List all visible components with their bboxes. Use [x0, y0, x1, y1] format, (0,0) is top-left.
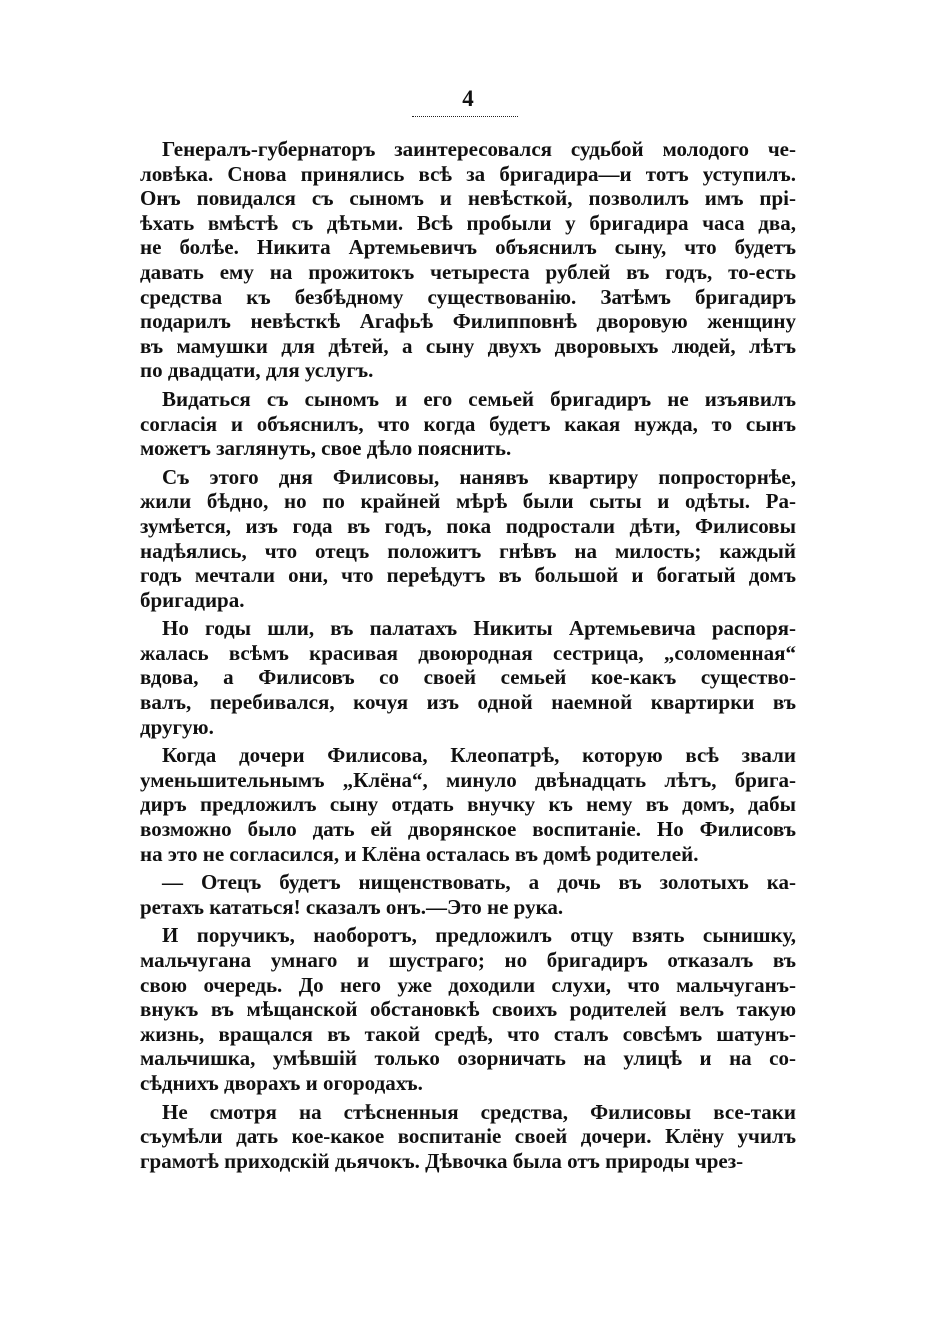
text-line: не болѣе. Никита Артемьевичъ объяснилъ сыну, что будетъ	[140, 235, 796, 260]
text-line: Когда дочери Филисова, Клеопатрѣ, которую всѣ звали	[162, 743, 796, 768]
text-line: Онъ повидался съ сыномъ и невѣсткой, позволилъ имъ прі-	[140, 186, 796, 211]
text-line: свою очередь. До него уже доходили слухи, что мальчуганъ-	[140, 972, 796, 997]
paragraph	[140, 387, 796, 461]
text-line: надѣялись, что отецъ положитъ гнѣвъ на милость; каждый	[140, 538, 796, 563]
text-line: жизнь, вращался въ такой средѣ, что сталъ совсѣмъ шатунъ-	[140, 1021, 796, 1046]
text-line: возможно было дать ей дворянское воспитаніе. Но Филисовъ	[140, 817, 796, 842]
text-line: Съ этого дня Филисовы, нанявъ квартиру попросторнѣе,	[162, 464, 796, 489]
text-line: въ мамушки для дѣтей, а сыну двухъ дворовыхъ людей, лѣтъ	[140, 333, 796, 358]
paragraph	[140, 616, 796, 739]
text-line: жалась всѣмъ красивая двоюродная сестрица, „соломенная“	[140, 640, 796, 665]
text-line: Видаться съ сыномъ и его семьей бригадиръ не изъявилъ	[162, 386, 796, 411]
text-line: ретахъ кататься! сказалъ онъ.—Это не рука.	[140, 894, 564, 919]
text-line: давать ему на прожитокъ четыреста рублей въ годъ, то-есть	[140, 259, 796, 284]
text-line: жили бѣдно, но по крайней мѣрѣ были сыты и одѣты. Ра-	[140, 489, 796, 514]
text-line: годъ мечтали они, что переѣдутъ въ большой и богатый домъ	[140, 563, 796, 588]
paragraph	[140, 923, 796, 1095]
text-line: бригадира.	[140, 587, 245, 612]
text-line: съумѣли дать кое-какое воспитаніе своей дочери. Клёну училъ	[140, 1124, 796, 1149]
text-line: зумѣется, изъ года въ годъ, пока подростали дѣти, Филисовы	[140, 513, 796, 538]
text-line: другую.	[140, 714, 214, 739]
text-line: Генералъ-губернаторъ заинтересовался судьбой молодого че-	[162, 137, 796, 161]
text-line: уменьшительнымъ „Клёна“, минуло двѣнадцать лѣтъ, брига-	[140, 767, 796, 792]
text-line: ѣхать вмѣстѣ съ дѣтьми. Всѣ пробыли у бригадира часа два,	[140, 210, 796, 235]
text-line: Но годы шли, въ палатахъ Никиты Артемьевича распоря-	[162, 616, 796, 641]
paragraph	[140, 870, 796, 919]
text-line: средства къ безбѣдному существованію. Затѣмъ бригадиръ	[140, 284, 796, 309]
text-line: подарилъ невѣсткѣ Агафьѣ Филипповнѣ дворовую женщину	[140, 309, 796, 334]
text-line: сѣднихъ дворахъ и огородахъ.	[140, 1070, 423, 1095]
header-rule	[412, 116, 518, 117]
paragraph	[140, 743, 796, 866]
text-line: диръ предложилъ сыну отдать внучку къ нему въ домъ, дабы	[140, 792, 796, 817]
text-line: ловѣка. Снова принялись всѣ за бригадира—и тотъ уступилъ.	[140, 161, 796, 186]
text-body	[140, 137, 796, 1177]
text-line: грамотѣ приходскій дьячокъ. Дѣвочка была отъ природы чрез-	[140, 1148, 744, 1173]
text-line: валъ, перебивался, кочуя изъ одной наемной квартирки въ	[140, 690, 796, 715]
text-line: Не смотря на стѣсненныя средства, Филисовы все-таки	[162, 1099, 796, 1124]
text-line: мальчишка, умѣвшій только озорничать на улицѣ и на со-	[140, 1046, 796, 1071]
text-line: мальчугана умнаго и шустраго; но бригадиръ отказалъ въ	[140, 948, 796, 972]
text-line: на это не согласился, и Клёна осталась въ домѣ родителей.	[140, 841, 699, 866]
page-number: 4	[462, 86, 474, 111]
paragraph	[140, 137, 796, 383]
text-line: согласія и объяснилъ, что когда будетъ какая нужда, то сынъ	[140, 411, 796, 436]
text-line: И поручикъ, наоборотъ, предложилъ отцу взять сынишку,	[162, 923, 796, 948]
paragraph	[140, 1100, 796, 1174]
text-line: вдова, а Филисовъ со своей семьей кое-какъ существо-	[140, 665, 796, 690]
text-line: — Отецъ будетъ нищенствовать, а дочь въ золотыхъ ка-	[162, 870, 796, 895]
text-line: по двадцати, для услугъ.	[140, 358, 374, 383]
text-line: внукъ въ мѣщанской обстановкѣ своихъ родителей велъ такую	[140, 997, 796, 1022]
paragraph	[140, 465, 796, 613]
text-line: можетъ заглянуть, свое дѣло пояснить.	[140, 436, 512, 461]
